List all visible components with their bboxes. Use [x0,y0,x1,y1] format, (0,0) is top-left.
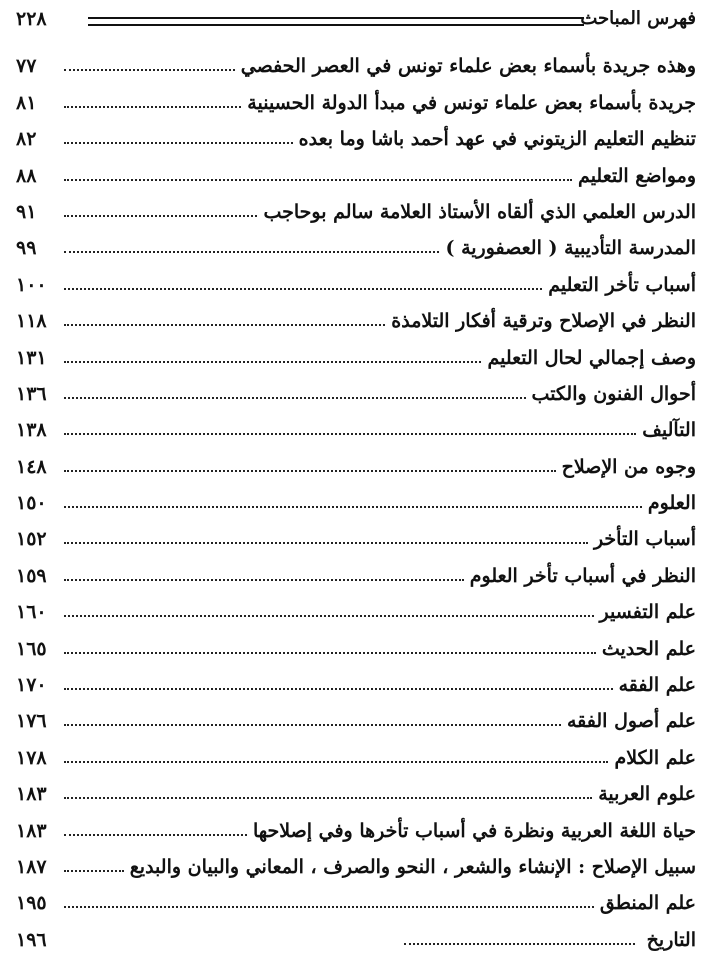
toc-entry [16,847,696,883]
dot-leader [64,906,594,908]
toc-entry-page: ١٥٠ [16,492,47,515]
toc-entry [16,228,696,264]
toc-entry [16,701,696,737]
toc-entry-page: ٧٧ [16,55,37,78]
toc-entry-page: ٩١ [16,200,37,223]
toc-entry [16,628,696,664]
toc-entry-page: ١٦٥ [16,637,47,660]
toc-entry [16,483,696,519]
toc-entry-page: ١٥٩ [16,564,47,587]
toc-entry [16,665,696,701]
toc-entry-page: ١٨٣ [16,819,47,842]
toc-entry-title: وهذه جريدة بأسماء بعض علماء تونس في العصر الحفصي [240,55,696,78]
table-of-contents [16,46,696,956]
toc-entry-title: علم الفقه [618,674,696,697]
toc-entry [16,519,696,555]
toc-entry-title: النظر في الإصلاح وترقية أفكار التلامذة [391,310,696,333]
toc-entry [16,774,696,810]
toc-entry-page: ١٣١ [16,346,47,369]
toc-entry-page: ١٧٠ [16,674,47,697]
toc-entry [16,337,696,373]
toc-entry-title: علم الكلام [614,746,696,769]
toc-entry [16,810,696,846]
running-title: فهرس المباحث [580,8,696,29]
toc-entry-title: علم الحديث [601,637,696,660]
toc-entry-title: النظر في أسباب تأخر العلوم [469,564,696,587]
toc-entry [16,592,696,628]
dot-leader [64,615,594,617]
toc-entry-title: العلوم [647,492,696,515]
toc-entry-title: جريدة بأسماء بعض علماء تونس في مبدأ الدولة الحسينية [247,91,696,114]
toc-entry-page: ١٨٧ [16,855,47,878]
dot-leader [64,652,596,654]
toc-entry-page: ١٦٠ [16,601,47,624]
toc-entry-title: وجوه من الإصلاح [561,455,696,478]
toc-entry-title: أحوال الفنون والكتب [531,382,696,405]
toc-entry [16,883,696,919]
toc-entry [16,446,696,482]
toc-entry-title: سبيل الإصلاح : الإنشاء والشعر ، النحو والصرف ، المعاني والبيان والبديع [129,855,696,878]
dot-leader [64,361,481,363]
dot-leader [64,324,385,326]
toc-entry-title: المدرسة التأديبية ( العصفورية ) [445,237,696,260]
toc-entry-page: ١٤٨ [16,455,47,478]
toc-entry-title: التاريخ [646,928,696,951]
dot-leader [64,688,613,690]
toc-entry-page: ٩٩ [16,237,37,260]
dot-leader [64,870,124,872]
dot-leader [64,433,636,435]
dot-leader [64,470,556,472]
toc-entry-title: علم المنطق [599,892,696,915]
toc-entry-page: ١١٨ [16,310,47,333]
toc-entry-title: وصف إجمالي لحال التعليم [487,346,696,369]
toc-entry [16,555,696,591]
toc-entry-page: ٨١ [16,91,37,114]
header-double-rule [88,17,584,26]
toc-entry [16,82,696,118]
page-number: ٢٢٨ [16,8,47,30]
toc-entry [16,264,696,300]
dot-leader [64,179,572,181]
toc-entry-page: ١٠٠ [16,273,47,296]
toc-entry-title: أسباب التأخر [593,528,696,551]
toc-entry-page: ١٩٦ [16,928,47,951]
dot-leader [64,69,235,71]
toc-entry-page: ١٩٥ [16,892,47,915]
dot-leader [64,834,247,836]
toc-entry [16,46,696,82]
toc-entry-title: أسباب تأخر التعليم [548,273,696,296]
toc-entry-page: ٨٢ [16,128,37,151]
toc-entry-page: ١٥٢ [16,528,47,551]
dot-leader [64,251,439,253]
toc-entry [16,155,696,191]
dot-leader [64,506,642,508]
toc-entry [16,192,696,228]
dot-leader [64,397,526,399]
page-header [16,8,696,34]
toc-entry-title: الدرس العلمي الذي ألقاه الأستاذ العلامة سالم بوحاجب [263,200,696,223]
toc-entry-title: علم أصول الفقه [566,710,696,733]
toc-entry [16,119,696,155]
toc-entry-page: ١٧٨ [16,746,47,769]
toc-entry-title: حياة اللغة العربية ونظرة في أسباب تأخرها وفي إصلاحها [252,819,696,842]
toc-entry [16,410,696,446]
toc-entry-title: تنظيم التعليم الزيتوني في عهد أحمد باشا وما بعده [298,128,696,151]
toc-entry [16,737,696,773]
toc-entry-title: التآليف [642,419,696,442]
toc-entry-page: ١٨٣ [16,783,47,806]
dot-leader [64,724,561,726]
toc-entry-title: علم التفسير [599,601,696,624]
dot-leader [404,943,635,945]
dot-leader [64,542,588,544]
toc-entry-title: ومواضع التعليم [578,164,696,187]
dot-leader [64,761,608,763]
toc-entry-title: علوم العربية [598,783,696,806]
dot-leader [64,142,293,144]
toc-entry-page: ١٧٦ [16,710,47,733]
dot-leader [64,215,257,217]
toc-entry-page: ٨٨ [16,164,37,187]
toc-entry [16,374,696,410]
dot-leader [64,579,464,581]
toc-entry-page: ١٣٦ [16,382,47,405]
toc-entry [16,301,696,337]
dot-leader [64,106,241,108]
toc-entry-page: ١٣٨ [16,419,47,442]
toc-entry [16,919,696,955]
dot-leader [64,288,542,290]
dot-leader [64,797,592,799]
